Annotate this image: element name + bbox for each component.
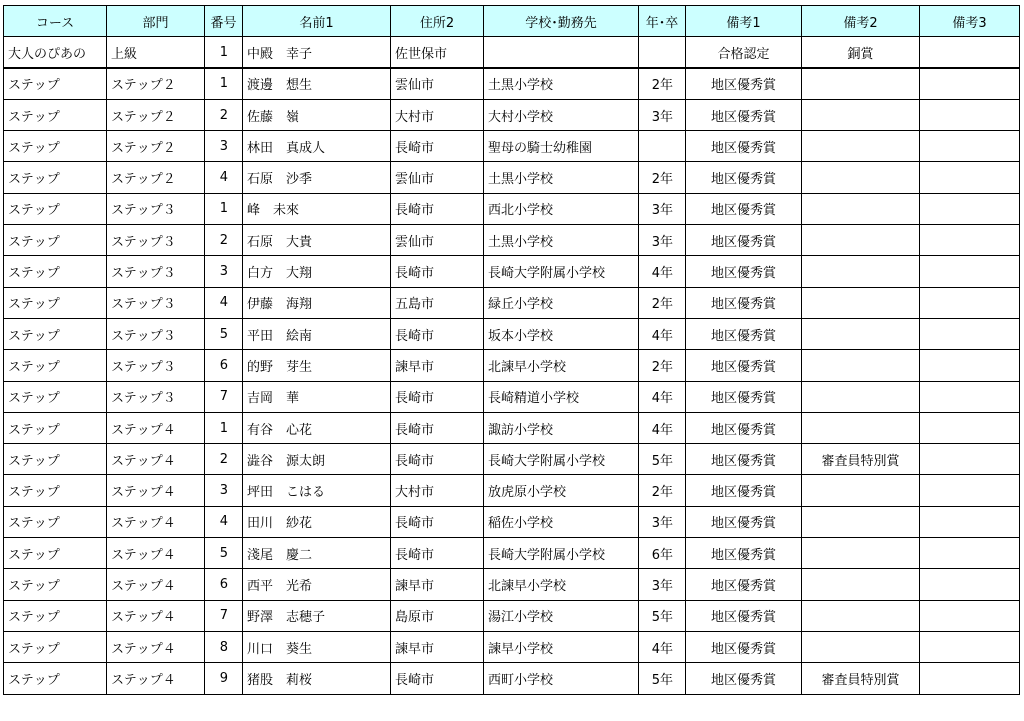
remark1-cell[interactable]: 地区優秀賞 — [686, 412, 802, 443]
school-cell[interactable]: 長崎精道小学校 — [484, 381, 639, 412]
header-remark2: 備考2 — [802, 6, 920, 37]
remark1-cell[interactable]: 地区優秀賞 — [686, 162, 802, 193]
remark1-cell[interactable]: 地区優秀賞 — [686, 287, 802, 318]
address-cell[interactable]: 島原市 — [391, 600, 484, 631]
division-cell[interactable]: ステップ３ — [107, 350, 205, 381]
remark1-cell[interactable]: 地区優秀賞 — [686, 663, 802, 694]
address-cell[interactable]: 長崎市 — [391, 131, 484, 162]
grade-cell[interactable]: 2年 — [639, 68, 686, 99]
table-row — [4, 225, 1020, 256]
division-cell[interactable]: ステップ４ — [107, 663, 205, 694]
number-cell[interactable]: 1 — [205, 68, 243, 99]
course-cell[interactable]: ステップ — [4, 538, 107, 569]
name-cell[interactable]: 野澤 志穂子 — [243, 600, 391, 631]
header-row — [4, 6, 1020, 37]
course-cell[interactable]: ステップ — [4, 350, 107, 381]
table-row — [4, 131, 1020, 162]
division-cell[interactable]: ステップ４ — [107, 631, 205, 662]
table-row — [4, 68, 1020, 99]
school-cell[interactable]: 諫早小学校 — [484, 631, 639, 662]
table-row — [4, 193, 1020, 224]
name-cell[interactable]: 猪股 莉桜 — [243, 663, 391, 694]
name-cell[interactable]: 峰 未來 — [243, 193, 391, 224]
school-cell[interactable]: 長崎大学附属小学校 — [484, 444, 639, 475]
division-cell[interactable]: ステップ４ — [107, 506, 205, 537]
table-body — [4, 37, 1020, 694]
course-cell[interactable]: 大人のぴあの — [4, 37, 107, 68]
address-cell[interactable]: 長崎市 — [391, 506, 484, 537]
remark2-cell[interactable] — [802, 538, 920, 569]
division-cell[interactable]: ステップ４ — [107, 475, 205, 506]
address-cell[interactable]: 長崎市 — [391, 412, 484, 443]
division-cell[interactable]: ステップ２ — [107, 99, 205, 130]
address-cell[interactable]: 諫早市 — [391, 631, 484, 662]
remark3-cell[interactable] — [920, 506, 1020, 537]
number-cell[interactable]: 4 — [205, 162, 243, 193]
address-cell[interactable]: 雲仙市 — [391, 225, 484, 256]
address-cell[interactable]: 長崎市 — [391, 381, 484, 412]
school-cell[interactable]: 大村小学校 — [484, 99, 639, 130]
remark2-cell[interactable] — [802, 68, 920, 99]
remark1-cell[interactable]: 地区優秀賞 — [686, 318, 802, 349]
division-cell[interactable]: ステップ４ — [107, 569, 205, 600]
header-course: コース — [4, 6, 107, 37]
remark2-cell[interactable] — [802, 131, 920, 162]
number-cell[interactable]: 2 — [205, 225, 243, 256]
number-cell[interactable]: 2 — [205, 99, 243, 130]
division-cell[interactable]: ステップ４ — [107, 412, 205, 443]
grade-cell[interactable]: 6年 — [639, 538, 686, 569]
table-row — [4, 475, 1020, 506]
remark3-cell[interactable] — [920, 318, 1020, 349]
grade-cell[interactable]: 3年 — [639, 225, 686, 256]
header-address: 住所2 — [391, 6, 484, 37]
table-row — [4, 663, 1020, 694]
remark1-cell[interactable]: 地区優秀賞 — [686, 538, 802, 569]
number-cell[interactable]: 1 — [205, 37, 243, 68]
number-cell[interactable]: 1 — [205, 412, 243, 443]
header-name: 名前1 — [243, 6, 391, 37]
course-cell[interactable]: ステップ — [4, 569, 107, 600]
address-cell[interactable]: 長崎市 — [391, 444, 484, 475]
school-cell[interactable]: 西北小学校 — [484, 193, 639, 224]
header-remark1: 備考1 — [686, 6, 802, 37]
school-cell[interactable]: 土黒小学校 — [484, 225, 639, 256]
remark2-cell[interactable] — [802, 225, 920, 256]
table-row — [4, 412, 1020, 443]
remark1-cell[interactable]: 地区優秀賞 — [686, 475, 802, 506]
remark2-cell[interactable] — [802, 318, 920, 349]
name-cell[interactable]: 佐藤 嶺 — [243, 99, 391, 130]
address-cell[interactable]: 大村市 — [391, 99, 484, 130]
grade-cell[interactable]: 5年 — [639, 663, 686, 694]
grade-cell[interactable]: 5年 — [639, 444, 686, 475]
header-grade: 年･卒 — [639, 6, 686, 37]
grade-cell[interactable]: 4年 — [639, 412, 686, 443]
division-cell[interactable]: ステップ３ — [107, 381, 205, 412]
school-cell[interactable]: 稲佐小学校 — [484, 506, 639, 537]
course-cell[interactable]: ステップ — [4, 631, 107, 662]
table-row — [4, 600, 1020, 631]
remark2-cell[interactable] — [802, 506, 920, 537]
grade-cell[interactable]: 3年 — [639, 193, 686, 224]
address-cell[interactable]: 諫早市 — [391, 350, 484, 381]
remark3-cell[interactable] — [920, 37, 1020, 68]
address-cell[interactable]: 長崎市 — [391, 193, 484, 224]
course-cell[interactable]: ステップ — [4, 68, 107, 99]
table-row — [4, 506, 1020, 537]
number-cell[interactable]: 9 — [205, 663, 243, 694]
grade-cell[interactable] — [639, 37, 686, 68]
name-cell[interactable]: 林田 真成人 — [243, 131, 391, 162]
remark2-cell[interactable] — [802, 350, 920, 381]
number-cell[interactable]: 5 — [205, 318, 243, 349]
table-row — [4, 538, 1020, 569]
grade-cell[interactable]: 2年 — [639, 287, 686, 318]
name-cell[interactable]: 的野 芽生 — [243, 350, 391, 381]
address-cell[interactable]: 長崎市 — [391, 663, 484, 694]
remark3-cell[interactable] — [920, 131, 1020, 162]
address-cell[interactable]: 諫早市 — [391, 569, 484, 600]
remark3-cell[interactable] — [920, 631, 1020, 662]
number-cell[interactable]: 4 — [205, 506, 243, 537]
table-row — [4, 256, 1020, 287]
school-cell[interactable]: 北諫早小学校 — [484, 350, 639, 381]
grade-cell[interactable]: 2年 — [639, 350, 686, 381]
name-cell[interactable]: 田川 紗花 — [243, 506, 391, 537]
number-cell[interactable]: 3 — [205, 131, 243, 162]
school-cell[interactable]: 土黒小学校 — [484, 162, 639, 193]
remark1-cell[interactable]: 地区優秀賞 — [686, 350, 802, 381]
results-table — [3, 5, 1020, 695]
school-cell[interactable]: 西町小学校 — [484, 663, 639, 694]
remark3-cell[interactable] — [920, 412, 1020, 443]
grade-cell[interactable]: 4年 — [639, 256, 686, 287]
table-row — [4, 37, 1020, 68]
number-cell[interactable]: 8 — [205, 631, 243, 662]
remark2-cell[interactable] — [802, 569, 920, 600]
remark1-cell[interactable]: 地区優秀賞 — [686, 68, 802, 99]
division-cell[interactable]: 上級 — [107, 37, 205, 68]
course-cell[interactable]: ステップ — [4, 256, 107, 287]
name-cell[interactable]: 石原 沙季 — [243, 162, 391, 193]
name-cell[interactable]: 渡邊 想生 — [243, 68, 391, 99]
remark2-cell[interactable]: 審査員特別賞 — [802, 663, 920, 694]
remark3-cell[interactable] — [920, 569, 1020, 600]
remark2-cell[interactable]: 銅賞 — [802, 37, 920, 68]
number-cell[interactable]: 3 — [205, 256, 243, 287]
number-cell[interactable]: 7 — [205, 600, 243, 631]
grade-cell[interactable] — [639, 131, 686, 162]
school-cell[interactable]: 長崎大学附属小学校 — [484, 538, 639, 569]
address-cell[interactable]: 五島市 — [391, 287, 484, 318]
name-cell[interactable]: 淺尾 慶二 — [243, 538, 391, 569]
course-cell[interactable]: ステップ — [4, 600, 107, 631]
table-row — [4, 350, 1020, 381]
table-row — [4, 287, 1020, 318]
remark1-cell[interactable]: 地区優秀賞 — [686, 631, 802, 662]
course-cell[interactable]: ステップ — [4, 225, 107, 256]
number-cell[interactable]: 2 — [205, 444, 243, 475]
remark2-cell[interactable] — [802, 256, 920, 287]
remark2-cell[interactable] — [802, 631, 920, 662]
course-cell[interactable]: ステップ — [4, 506, 107, 537]
division-cell[interactable]: ステップ３ — [107, 225, 205, 256]
school-cell[interactable]: 土黒小学校 — [484, 68, 639, 99]
grade-cell[interactable]: 2年 — [639, 162, 686, 193]
address-cell[interactable]: 佐世保市 — [391, 37, 484, 68]
remark3-cell[interactable] — [920, 663, 1020, 694]
remark3-cell[interactable] — [920, 225, 1020, 256]
remark2-cell[interactable] — [802, 162, 920, 193]
name-cell[interactable]: 澁谷 源太朗 — [243, 444, 391, 475]
table-row — [4, 631, 1020, 662]
remark3-cell[interactable] — [920, 193, 1020, 224]
grade-cell[interactable]: 4年 — [639, 381, 686, 412]
remark2-cell[interactable]: 審査員特別賞 — [802, 444, 920, 475]
remark2-cell[interactable] — [802, 600, 920, 631]
division-cell[interactable]: ステップ３ — [107, 193, 205, 224]
school-cell[interactable] — [484, 37, 639, 68]
course-cell[interactable]: ステップ — [4, 663, 107, 694]
school-cell[interactable]: 湯江小学校 — [484, 600, 639, 631]
address-cell[interactable]: 長崎市 — [391, 318, 484, 349]
division-cell[interactable]: ステップ３ — [107, 256, 205, 287]
number-cell[interactable]: 6 — [205, 569, 243, 600]
school-cell[interactable]: 放虎原小学校 — [484, 475, 639, 506]
table-row — [4, 99, 1020, 130]
remark3-cell[interactable] — [920, 256, 1020, 287]
table-row — [4, 318, 1020, 349]
course-cell[interactable]: ステップ — [4, 193, 107, 224]
course-cell[interactable]: ステップ — [4, 162, 107, 193]
remark1-cell[interactable]: 地区優秀賞 — [686, 506, 802, 537]
name-cell[interactable]: 伊藤 海翔 — [243, 287, 391, 318]
division-cell[interactable]: ステップ４ — [107, 444, 205, 475]
division-cell[interactable]: ステップ３ — [107, 287, 205, 318]
remark2-cell[interactable] — [802, 287, 920, 318]
address-cell[interactable]: 大村市 — [391, 475, 484, 506]
division-cell[interactable]: ステップ３ — [107, 318, 205, 349]
remark1-cell[interactable]: 地区優秀賞 — [686, 569, 802, 600]
number-cell[interactable]: 5 — [205, 538, 243, 569]
course-cell[interactable]: ステップ — [4, 381, 107, 412]
address-cell[interactable]: 雲仙市 — [391, 162, 484, 193]
grade-cell[interactable]: 3年 — [639, 506, 686, 537]
course-cell[interactable]: ステップ — [4, 475, 107, 506]
table-row — [4, 569, 1020, 600]
grade-cell[interactable]: 3年 — [639, 569, 686, 600]
course-cell[interactable]: ステップ — [4, 99, 107, 130]
course-cell[interactable]: ステップ — [4, 318, 107, 349]
remark3-cell[interactable] — [920, 381, 1020, 412]
remark3-cell[interactable] — [920, 475, 1020, 506]
remark1-cell[interactable]: 合格認定 — [686, 37, 802, 68]
remark1-cell[interactable]: 地区優秀賞 — [686, 256, 802, 287]
address-cell[interactable]: 長崎市 — [391, 538, 484, 569]
number-cell[interactable]: 6 — [205, 350, 243, 381]
remark1-cell[interactable]: 地区優秀賞 — [686, 193, 802, 224]
school-cell[interactable]: 緑丘小学校 — [484, 287, 639, 318]
remark2-cell[interactable] — [802, 381, 920, 412]
division-cell[interactable]: ステップ２ — [107, 131, 205, 162]
course-cell[interactable]: ステップ — [4, 287, 107, 318]
name-cell[interactable]: 有谷 心花 — [243, 412, 391, 443]
remark3-cell[interactable] — [920, 600, 1020, 631]
division-cell[interactable]: ステップ２ — [107, 162, 205, 193]
grade-cell[interactable]: 5年 — [639, 600, 686, 631]
name-cell[interactable]: 西平 光希 — [243, 569, 391, 600]
name-cell[interactable]: 坪田 こはる — [243, 475, 391, 506]
remark1-cell[interactable]: 地区優秀賞 — [686, 225, 802, 256]
school-cell[interactable]: 諏訪小学校 — [484, 412, 639, 443]
table-row — [4, 381, 1020, 412]
address-cell[interactable]: 雲仙市 — [391, 68, 484, 99]
table-row — [4, 162, 1020, 193]
table-header — [4, 6, 1020, 37]
division-cell[interactable]: ステップ４ — [107, 600, 205, 631]
school-cell[interactable]: 聖母の騎士幼稚園 — [484, 131, 639, 162]
remark3-cell[interactable] — [920, 99, 1020, 130]
remark1-cell[interactable]: 地区優秀賞 — [686, 131, 802, 162]
address-cell[interactable]: 長崎市 — [391, 256, 484, 287]
remark1-cell[interactable]: 地区優秀賞 — [686, 99, 802, 130]
school-cell[interactable]: 坂本小学校 — [484, 318, 639, 349]
remark3-cell[interactable] — [920, 287, 1020, 318]
remark3-cell[interactable] — [920, 538, 1020, 569]
name-cell[interactable]: 川口 葵生 — [243, 631, 391, 662]
division-cell[interactable]: ステップ２ — [107, 68, 205, 99]
number-cell[interactable]: 1 — [205, 193, 243, 224]
name-cell[interactable]: 吉岡 華 — [243, 381, 391, 412]
name-cell[interactable]: 石原 大貴 — [243, 225, 391, 256]
name-cell[interactable]: 白方 大翔 — [243, 256, 391, 287]
school-cell[interactable]: 北諫早小学校 — [484, 569, 639, 600]
remark1-cell[interactable]: 地区優秀賞 — [686, 381, 802, 412]
remark2-cell[interactable] — [802, 193, 920, 224]
number-cell[interactable]: 4 — [205, 287, 243, 318]
header-division: 部門 — [107, 6, 205, 37]
course-cell[interactable]: ステップ — [4, 131, 107, 162]
grade-cell[interactable]: 4年 — [639, 318, 686, 349]
course-cell[interactable]: ステップ — [4, 412, 107, 443]
remark3-cell[interactable] — [920, 162, 1020, 193]
remark2-cell[interactable] — [802, 412, 920, 443]
grade-cell[interactable]: 3年 — [639, 99, 686, 130]
header-remark3: 備考3 — [920, 6, 1020, 37]
division-cell[interactable]: ステップ４ — [107, 538, 205, 569]
number-cell[interactable]: 7 — [205, 381, 243, 412]
name-cell[interactable]: 中殿 幸子 — [243, 37, 391, 68]
name-cell[interactable]: 平田 絵南 — [243, 318, 391, 349]
remark1-cell[interactable]: 地区優秀賞 — [686, 444, 802, 475]
remark3-cell[interactable] — [920, 68, 1020, 99]
remark3-cell[interactable] — [920, 350, 1020, 381]
remark2-cell[interactable] — [802, 99, 920, 130]
header-number: 番号 — [205, 6, 243, 37]
course-cell[interactable]: ステップ — [4, 444, 107, 475]
table-row — [4, 444, 1020, 475]
remark2-cell[interactable] — [802, 475, 920, 506]
grade-cell[interactable]: 2年 — [639, 475, 686, 506]
remark1-cell[interactable]: 地区優秀賞 — [686, 600, 802, 631]
school-cell[interactable]: 長崎大学附属小学校 — [484, 256, 639, 287]
remark3-cell[interactable] — [920, 444, 1020, 475]
number-cell[interactable]: 3 — [205, 475, 243, 506]
grade-cell[interactable]: 4年 — [639, 631, 686, 662]
header-school: 学校･勤務先 — [484, 6, 639, 37]
